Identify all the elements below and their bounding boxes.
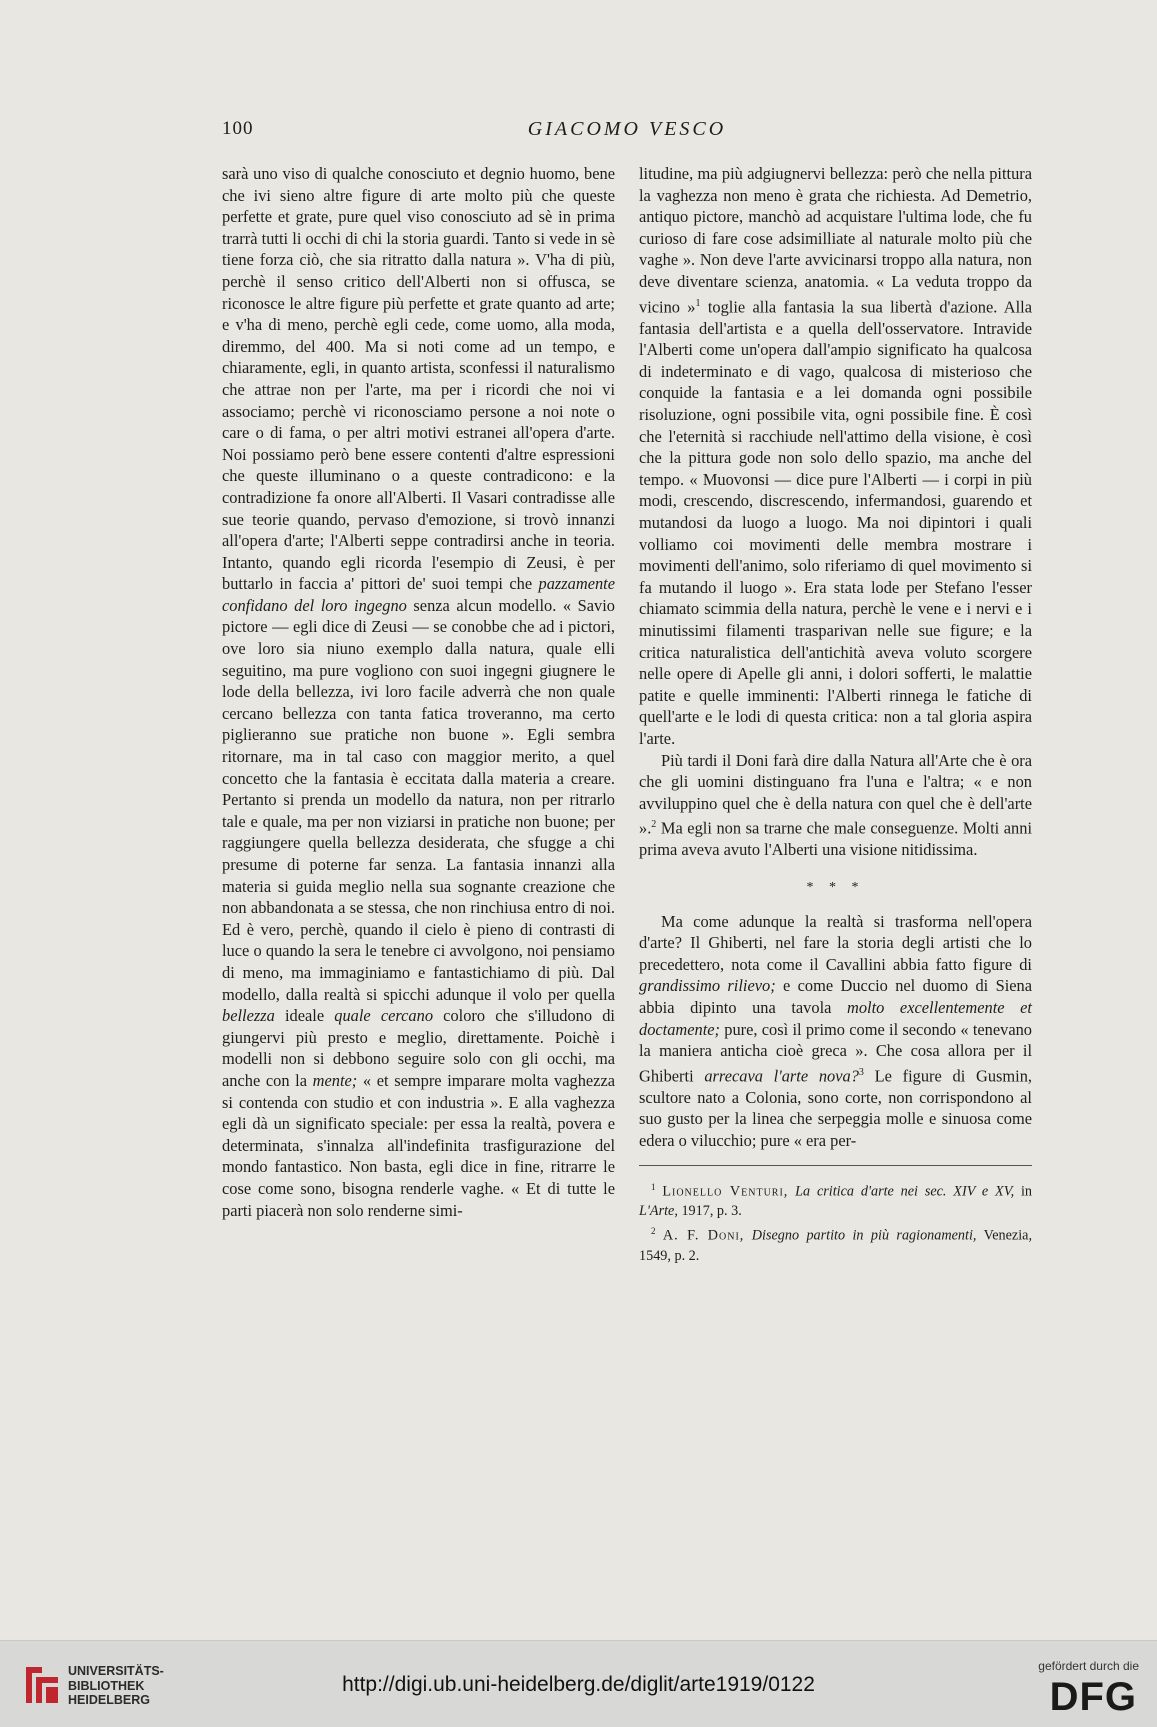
footnote-mark: 2 xyxy=(651,1226,656,1237)
viewer-footer-bar xyxy=(0,1640,1157,1727)
library-line: UNIVERSITÄTS- xyxy=(68,1664,164,1678)
permalink-url[interactable]: http://digi.ub.uni-heidelberg.de/diglit/arte1919/0122 xyxy=(342,1673,815,1696)
footnote-rule xyxy=(639,1165,1032,1166)
text-run: in xyxy=(1014,1183,1032,1200)
funding-caption: gefördert durch die xyxy=(1038,1659,1139,1673)
section-break-stars: * * * xyxy=(806,879,865,895)
page-header xyxy=(222,118,1032,148)
footnote-mark: 1 xyxy=(651,1181,656,1192)
right-column xyxy=(639,163,1032,1266)
footnote-ref: 2 xyxy=(651,819,657,831)
footnote-ref: 3 xyxy=(858,1066,864,1078)
library-line: HEIDELBERG xyxy=(68,1693,150,1707)
footnote-author: A. F. Doni, xyxy=(662,1228,745,1244)
italic-run: bellezza xyxy=(222,1006,275,1026)
right-paragraph-3 xyxy=(639,911,1032,1152)
text-run: ideale xyxy=(284,1006,325,1026)
page-number: 100 xyxy=(222,118,254,139)
italic-run: molto excellentemente et doctamente; xyxy=(639,997,1032,1039)
text-run: sarà uno viso di qualche conosciuto et degnio huomo, bene che ivi sieno altre figure di arte molto più che queste perfette et grate, pure quel viso conosciuto ad sè in prima trarrà tutti li occhi di chi la storia guardi. Tanto si vede in sè tiene forza ciò, che sia ritratto dalla natura ». V'ha di più, perchè il senso critico dell'Alberti non si offusca, se riconosce le altre figure più perfette et grate quanto ad arte; e v'ha di meno, perchè egli cede, come uomo, alla moda, diremmo, del 400. Ma si noti come ad un tempo, e chiaramente, egli, in quanto artista, sconfessi il naturalismo che attrae non per l'arte, ma per i ricordi che noi vi associamo; perchè vi riconosciamo persone a noi note o care o di fama, o per altri motivi estranei all'opera d'arte. Noi possiamo però bene essere contenti d'altre espressioni che queste illuminano o a queste contradicono: e la contradizione fa onore all'Alberti. Il Vasari contradisse alle sue teorie quando, pervaso d'emozione, si trovò innanzi all'opera d'arte; l'Alberti seppe contradirsi anche in teoria. Intanto, quando egli ricorda l'esempio di Zeusi, è per buttarlo in faccia a' pittori de' suoi tempi che xyxy=(222,164,615,594)
footnote-title: Disegno partito in più ragionamenti, xyxy=(751,1228,977,1244)
right-paragraph-2 xyxy=(639,750,1032,861)
footnote-2 xyxy=(639,1221,1032,1266)
italic-run: arrecava l'arte nova? xyxy=(704,1066,859,1086)
text-run: litudine, ma più adgiugnervi bellezza: però che nella pittura la vaghezza non meno è grata che richiesta. Ad Demetrio, antiquo pictore, manchò ad acquistare l'ultima lode, che fu curioso di fare cose adsimilliate al naturale molto più che vaghe ». Non deve l'arte avvicinarsi troppo alla natura, non deve diventare scienza, anatomia. « La veduta troppo da vicino » xyxy=(639,164,1032,317)
footnote-1 xyxy=(639,1177,1032,1222)
text-run: Ma egli non sa trarne che male conseguenze. Molti anni prima aveva avuto l'Alberti una visione nitidissima. xyxy=(639,818,1032,860)
footnote-author: Lionello Venturi, xyxy=(662,1183,789,1200)
text-run: coloro che s'illudono di giungervi più presto e meglio, direttamente. Poichè i modelli non si debbono seguire solo con gli occhi, ma anche con la xyxy=(222,1006,615,1090)
text-run: « et sempre imparare molta vaghezza si contenda con studio et con industria ». E alla vaghezza egli dà un significato speciale: per essa la realtà, povera e determinata, s'innalza all'indefinita trasfigurazione del mondo fantastico. Non basta, egli dice in fine, ritrarre le cose come sono, bisogna renderle vaghe. « Et di tutte le parti piacerà non solo renderne simi- xyxy=(222,1070,616,1220)
footnote-title: La critica d'arte nei sec. XIV e XV, xyxy=(795,1183,1015,1200)
text-run: Le figure di Gusmin, scultore nato a Colonia, sono corte, non corrispondono al suo gusto per la linea che serpeggia molle e sinuosa come edera o vilucchio; pure « era per- xyxy=(639,1066,1032,1150)
italic-run: pazzamente confidano del loro ingegno xyxy=(222,574,615,615)
text-run: pure, così il primo come il secondo « tenevano la maniera anticha cioè greca ». Che cosa allora per il Ghiberti xyxy=(639,1019,1032,1086)
dfg-logo[interactable]: DFG xyxy=(1049,1675,1137,1719)
text-run: Ma come adunque la realtà si trasforma nell'opera d'arte? Il Ghiberti, nel fare la storia degli artisti che lo precedettero, nota come il Cavallini abbia fatto figure di xyxy=(639,911,1032,974)
italic-run: mente; xyxy=(312,1070,358,1090)
left-column xyxy=(222,163,615,1221)
text-run: Venezia, 1549, p. 2. xyxy=(639,1228,1033,1264)
left-paragraph xyxy=(222,163,615,1221)
italic-run: quale cercano xyxy=(334,1006,434,1026)
text-run: senza alcun modello. « Savio pictore — egli dice di Zeusi — se conobbe che ad i pictori, ove loro sia niuno exemplo dalla natura, quale elli seguitino, ma pure vogliono con suoi ingegni giugnere le lode della bellezza, ivi loro facile adverrà che non quale cercano bellezza con tanta fatica troveranno, ma certo piglieranno sue pratiche non buone ». Egli sembra ritornare, ma in tal caso con maggior merito, a quel concetto che la fantasia è eccitata dalla materia a creare. Pertanto si prenda un modello da natura, non per ritrarlo tale e quale, ma per non viziarsi in pratiche non buone; per raggiungere quella bellezza desiderata, che sfugge a chi presume di poterne far senza. La fantasia innanzi alla materia si guida meglio nella sua sognante creazione che non abbandonata a se stessa, che non rinchiusa entro di noi. Ed è vero, perchè, quando il cielo è pieno di contrasti di luce o quando la sera le tenebre ci avvolgono, noi pensiamo di meno, ma immaginiamo e fantastichiamo di più. Dal modello, dalla realtà si spicchi adunque il volo per quella xyxy=(222,595,615,1004)
italic-run: grandissimo rilievo; xyxy=(639,976,776,996)
running-title: GIACOMO VESCO xyxy=(527,118,727,140)
footnotes xyxy=(639,1177,1032,1266)
text-run: toglie alla fantasia la sua libertà d'azione. Alla fantasia dell'artista e a quella dell'osservatore. Intravide l'Alberti come un'opera dall'ampio significato ha qualcosa di indeterminato e di vago, qualcosa di misterioso che conquide la fantasia e a lei domanda ogni possibile risoluzione, ogni possibile vita, ogni possibile fine. È così che l'eternità si racchiude nell'attimo della visione, è così che la pittura gode non solo dello spazio, ma anche del tempo. « Muovonsi — dice pure l'Alberti — i corpi in più modi, crescendo, discrescendo, infermandosi, guarendo et mutandosi da luogo a luogo. Ma noi dipintori i quali volliamo coi movimenti delle membra mostrare i movimenti dell'animo, solo riferiamo di quel movimento si fa mutando il luogo ». Era stata lode per Stefano l'esser chiamato scimmia della natura, perchè le vene e i nervi e i minutissimi filamenti trasparivan nelle sue figure; e la critica naturalistica dell'antichità aveva voluto scorgere nelle opere di Apelle gli anni, i dolori sofferti, le malattie patite e quelle imminenti: l'Alberti rinnega le fatiche di quell'arte e le lodi di questa critica: non a tal gloria aspira l'arte. xyxy=(639,297,1032,748)
text-run: e come Duccio nel duomo di Siena abbia dipinto una tavola xyxy=(639,976,1032,1017)
library-line: BIBLIOTHEK xyxy=(68,1678,145,1693)
footnote-journal: L'Arte, xyxy=(639,1203,678,1220)
text-run: Più tardi il Doni farà dire dalla Natura all'Arte che è ora che gli uomini distinguano fra l'una e l'altra; « e non avviluppino quel che è della natura con quel che è dell'arte ». xyxy=(639,750,1032,838)
text-run: 1917, p. 3. xyxy=(677,1203,742,1220)
footnote-ref: 1 xyxy=(695,297,701,309)
right-paragraph-1 xyxy=(639,163,1032,750)
